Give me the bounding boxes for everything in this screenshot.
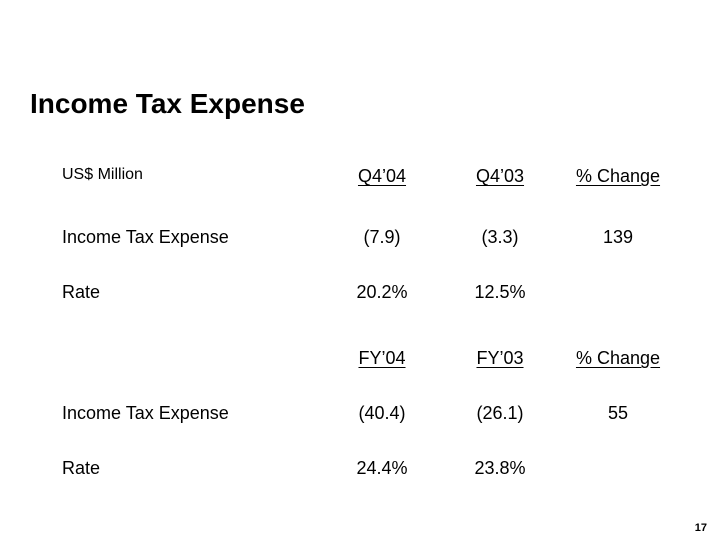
row-label-rate: Rate [62,458,101,478]
page-title: Income Tax Expense [30,88,305,119]
table-cell: 12.5% [474,282,526,302]
table-cell: (7.9) [363,227,401,247]
column-header-q4-04: Q4’04 [357,166,407,186]
column-header-q4-03: Q4’03 [475,166,525,186]
row-label-income-tax-expense: Income Tax Expense [62,227,229,247]
page-number: 17 [694,522,707,534]
table-cell: 23.8% [474,458,526,478]
column-header-fy-04: FY’04 [358,348,406,368]
column-header-change: % Change [575,166,661,186]
table-cell: 24.4% [356,458,408,478]
row-label-rate: Rate [62,282,101,302]
column-header-change: % Change [575,348,661,368]
table-cell: (3.3) [481,227,519,247]
table-cell: (40.4) [358,403,406,423]
row-label-income-tax-expense: Income Tax Expense [62,403,229,423]
table-cell: 20.2% [356,282,408,302]
unit-label: US$ Million [62,166,143,183]
column-header-fy-03: FY’03 [476,348,524,368]
table-cell: 55 [607,403,629,423]
table-cell: 139 [602,227,634,247]
table-cell: (26.1) [476,403,524,423]
